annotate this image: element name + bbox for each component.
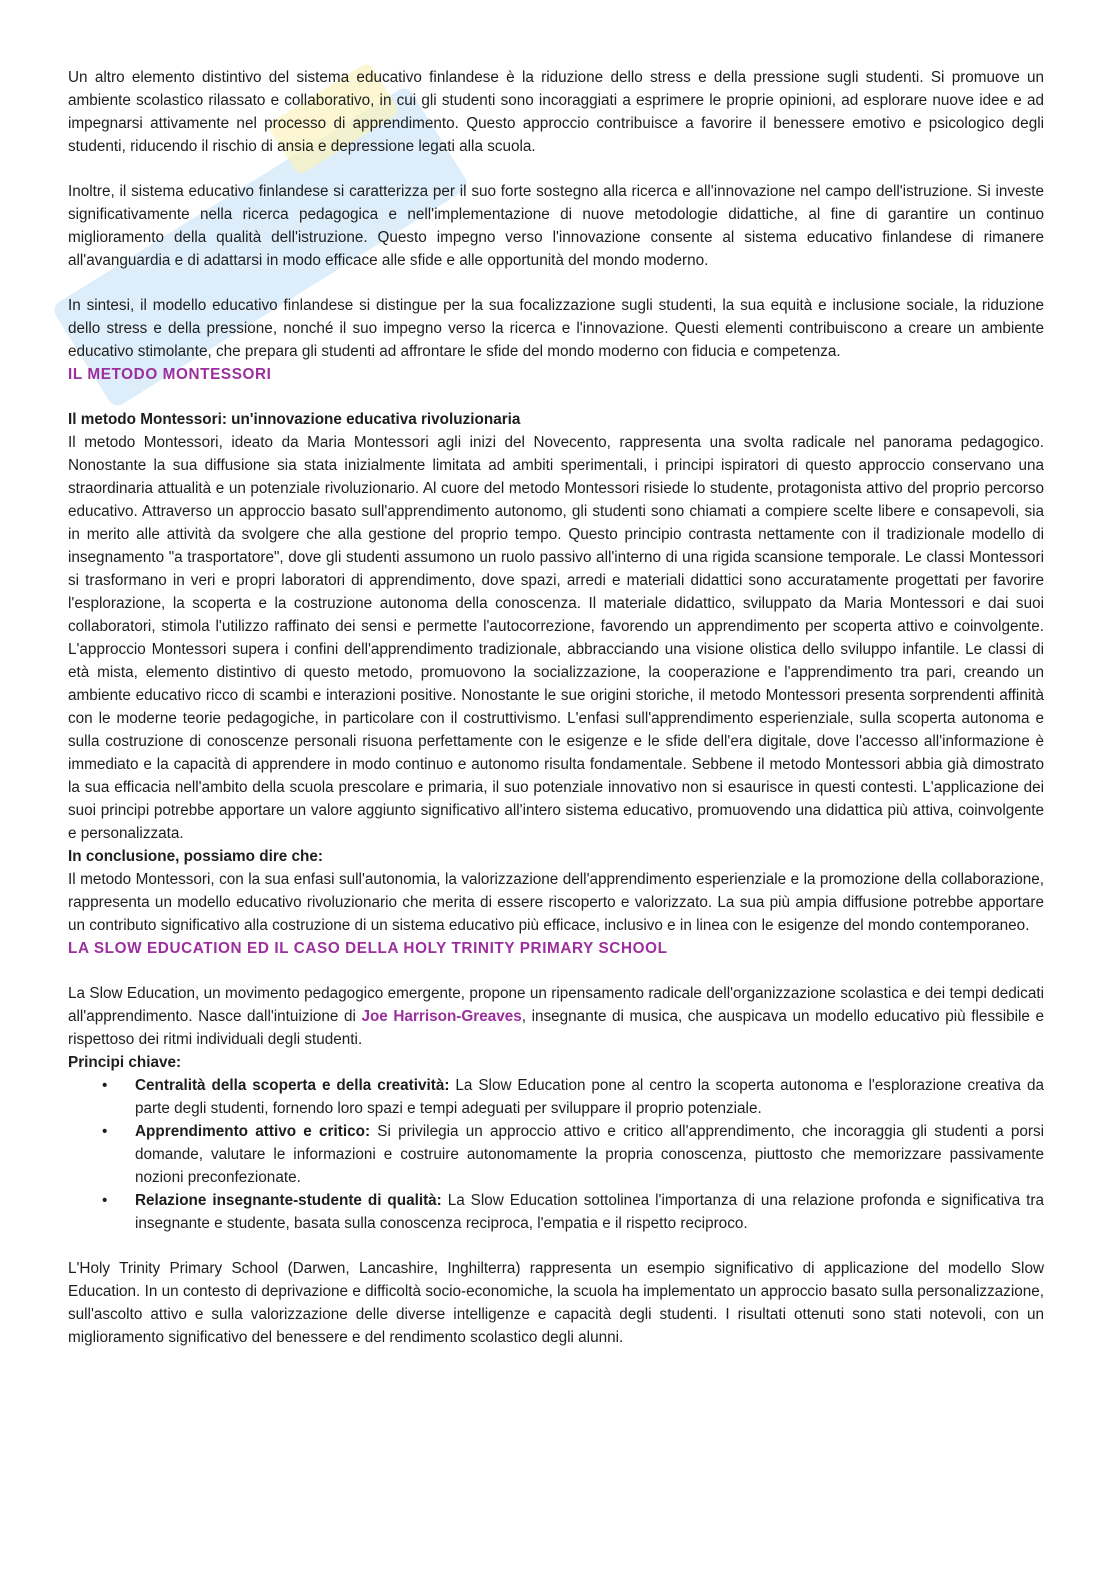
principle-text: La Slow Education pone al centro la scoperta autonoma e l'esplorazione creativa da parte degli studenti, fornendo loro spazi e tempi adeguati per sviluppare il proprio potenziale. [135, 1077, 1044, 1117]
montessori-conclusion: Il metodo Montessori, con la sua enfasi sull'autonomia, la valorizzazione dell'apprendimento esperienziale e la promozione della collaborazione, rappresenta un modello educativo rivoluzionario che merita di essere riscoperto e valorizzato. La sua più ampia diffusione potrebbe apportare un contributo significativo alla costruzione di un sistema educativo più efficace, inclusivo e in linea con le esigenze del mondo contemporaneo. [68, 871, 1044, 934]
bullet-icon: • [102, 1192, 108, 1209]
paragraph-research: Inoltre, il sistema educativo finlandese si caratterizza per il suo forte sostegno alla ricerca e all'innovazione nel campo dell'istruzione. Si investe significativamente nella ricerca pedagogica e nell'implementazione di nuove metodologie didattiche, al fine di garantire un continuo miglioramento della qualità dell'istruzione. Questo impegno verso l'innovazione consente al sistema educativo finlandese di rimanere all'avanguardia e di adattarsi in modo efficace alle sfide e alle opportunità del mondo moderno. [68, 183, 1044, 269]
list-item [102, 1120, 1045, 1189]
slow-education-intro [68, 982, 1044, 1051]
principle-text: Si privilegia un approccio attivo e critico all'apprendimento, che incoraggia gli studenti a porsi domande, valutare le informazioni e costruire autonomamente la propria conoscenza, piuttosto che memorizzare passivamente nozioni preconfezionate. [135, 1123, 1045, 1186]
paragraph-stress: Un altro elemento distintivo del sistema educativo finlandese è la riduzione dello stress e della pressione sugli studenti. Si promuove un ambiente scolastico rilassato e collaborativo, in cui gli studenti sono incoraggiati a esprimere le proprie opinioni, ad esplorare nuove idee e ad impegnarsi attivamente nel processo di apprendimento. Questo approccio contribuisce a favorire il benessere emotivo e psicologico degli studenti, riducendo il rischio di ansia e depressione legati alla scuola. [68, 69, 1044, 155]
principle-title: Centralità della scoperta e della creatività: [135, 1077, 450, 1094]
section-heading-montessori: IL METODO MONTESSORI [68, 366, 272, 383]
intro-text-after: , insegnante di musica, che auspicava un modello educativo più flessibile e rispettoso dei ritmi individuali degli studenti. [68, 1008, 1044, 1048]
montessori-conclusion-label: In conclusione, possiamo dire che: [68, 848, 324, 865]
holy-trinity-case: L'Holy Trinity Primary School (Darwen, Lancashire, Inghilterra) rappresenta un esempio significativo di applicazione del modello Slow Education. In un contesto di deprivazione e difficoltà socio-economiche, la scuola ha implementato un approccio basato sulla personalizzazione, sull'ascolto attivo e sulla valorizzazione delle diverse intelligenze e capacità degli studenti. I risultati ottenuti sono stati notevoli, con un miglioramento significativo del benessere e del rendimento scolastico degli alunni. [68, 1260, 1044, 1346]
list-item [102, 1189, 1044, 1235]
montessori-subheading: Il metodo Montessori: un'innovazione educativa rivoluzionaria [68, 411, 521, 428]
list-item [102, 1074, 1044, 1120]
section-heading-slow-education: LA SLOW EDUCATION ED IL CASO DELLA HOLY TRINITY PRIMARY SCHOOL [68, 940, 668, 957]
document-page [68, 66, 1044, 1349]
montessori-section [68, 408, 1044, 937]
montessori-body: Il metodo Montessori, ideato da Maria Montessori agli inizi del Novecento, rappresenta una svolta radicale nel panorama pedagogico. Nonostante la sua diffusione sia stata inizialmente limitata ad ambiti sperimentali, i principi ispiratori di questo approccio conservano una straordinaria attualità e un potenziale rivoluzionario. Al cuore del metodo Montessori risiede lo studente, protagonista attivo del proprio percorso educativo. Attraverso un approccio basato sull'apprendimento autonomo, gli studenti sono chiamati a compiere scelte libere e consapevoli, sia in merito alle attività da svolgere che alla gestione del proprio tempo. Questo principio contrasta nettamente con il tradizionale modello di insegnamento "a trasportatore", dove gli studenti assumono un ruolo passivo all'interno di una rigida scansione temporale. Le classi Montessori si trasformano in veri e propri laboratori di apprendimento, dove spazi, arredi e materiali didattici sono accuratamente progettati per favorire l'esplorazione, la scoperta e la costruzione autonoma della conoscenza. Il materiale didattico, sviluppato da Maria Montessori e dai suoi collaboratori, stimola l'utilizzo raffinato dei sensi e permette l'autocorrezione, favorendo un apprendimento per scoperta attivo e coinvolgente. L'approccio Montessori supera i confini dell'apprendimento tradizionale, abbracciando una visione olistica dello sviluppo infantile. Le classi di età mista, elemento distintivo di questo metodo, promuovono la socializzazione, la cooperazione e l'apprendimento tra pari, creando un ambiente educativo ricco di scambi e interazioni positive. Nonostante le sue origini storiche, il metodo Montessori presenta sorprendenti affinità con le moderne teorie pedagogiche, in particolare con il costruttivismo. L'enfasi sull'apprendimento esperienziale, sulla scoperta autonoma e sulla costruzione di conoscenze personali risuona perfettamente con le esigenze e le sfide dell'era digitale, dove l'accesso all'informazione è immediato e la capacità di apprendere in modo continuo e autonomo risulta fondamentale. Sebbene il metodo Montessori abbia già dimostrato la sua efficacia nell'ambito della scuola prescolare e primaria, il suo potenziale innovativo non si esaurisce in questi contesti. L'applicazione dei suoi principi potrebbe apportare un valore aggiunto significativo all'intero sistema educativo, promuovendo una didattica più attiva, coinvolgente e personalizzata. [68, 434, 1044, 842]
bullet-icon: • [102, 1123, 108, 1140]
slow-education-section [68, 982, 1044, 1349]
principles-list [68, 1074, 1044, 1235]
principle-title: Relazione insegnante-studente di qualità: [135, 1192, 442, 1209]
principles-label: Principi chiave: [68, 1054, 182, 1071]
joe-harrison-greaves-link[interactable]: Joe Harrison-Greaves [361, 1008, 522, 1025]
principle-title: Apprendimento attivo e critico: [135, 1123, 371, 1140]
bullet-icon: • [102, 1077, 108, 1094]
intro-text-before: La Slow Education, un movimento pedagogico emergente, propone un ripensamento radicale dell'organizzazione scolastica e dei tempi dedicati all'apprendimento. Nasce dall'intuizione di [68, 985, 1044, 1025]
principle-text: La Slow Education sottolinea l'importanza di una relazione profonda e significativa tra insegnante e studente, basata sulla conoscenza reciproca, l'empatia e il rispetto reciproco. [135, 1192, 1044, 1232]
paragraph-summary: In sintesi, il modello educativo finlandese si distingue per la sua focalizzazione sugli studenti, la sua equità e inclusione sociale, la riduzione dello stress e della pressione, nonché il suo impegno verso la ricerca e l'innovazione. Questi elementi contribuiscono a creare un ambiente educativo stimolante, che prepara gli studenti ad affrontare le sfide del mondo moderno con fiducia e competenza. [68, 297, 1044, 360]
